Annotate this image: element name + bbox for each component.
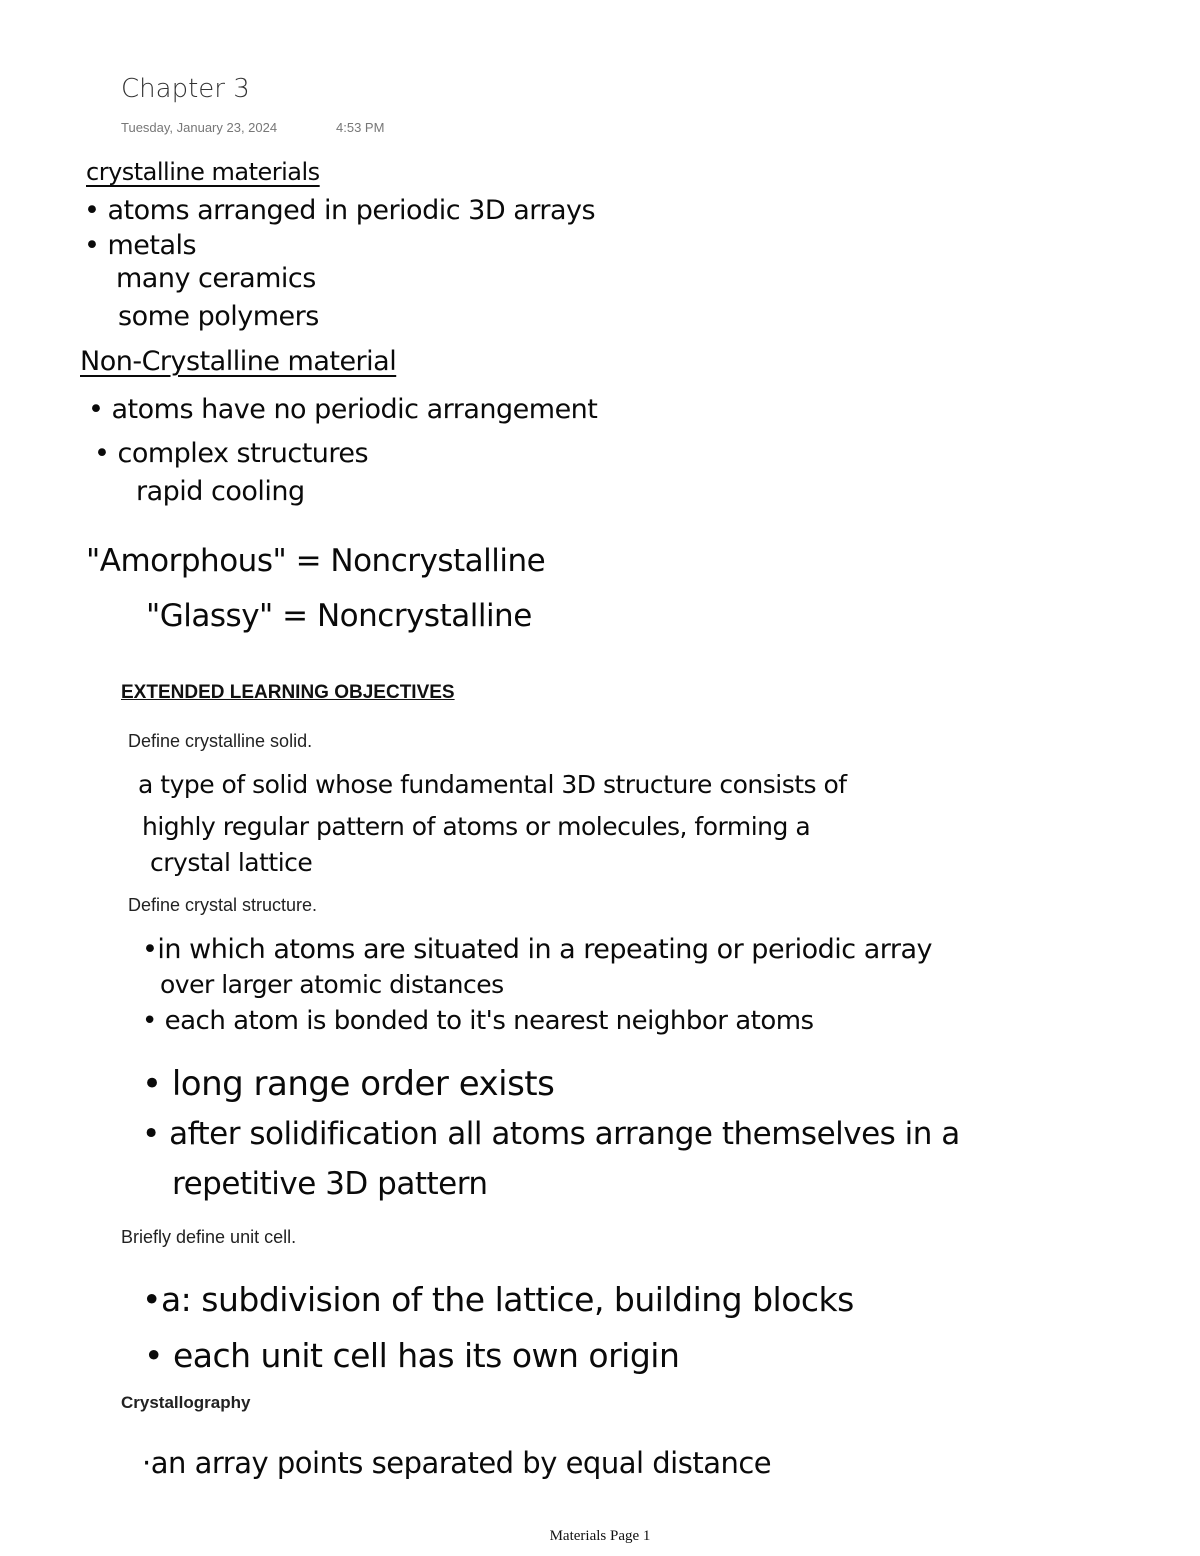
page-date: Tuesday, January 23, 2024 — [121, 120, 278, 135]
handwritten-answer-line: a type of solid whose fundamental 3D structure consists of — [138, 770, 847, 799]
handwritten-line: many ceramics — [116, 263, 316, 294]
handwritten-line: some polymers — [118, 301, 319, 332]
handwritten-answer-line: •a: subdivision of the lattice, building blocks — [142, 1280, 854, 1319]
handwritten-amorphous: "Amorphous" = Noncrystalline — [86, 543, 546, 579]
page-time: 4:53 PM — [336, 120, 385, 135]
question-crystalline-solid: Define crystalline solid. — [128, 731, 313, 751]
handwritten-answer-line: • each atom is bonded to it's nearest neighbor atoms — [142, 1006, 814, 1036]
objectives-heading: EXTENDED LEARNING OBJECTIVES — [121, 682, 455, 703]
handwritten-line: rapid cooling — [136, 476, 305, 507]
handwritten-answer-line: ·an array points separated by equal distance — [142, 1446, 772, 1480]
handwritten-line: • complex structures — [94, 438, 369, 469]
handwritten-line: • atoms arranged in periodic 3D arrays — [84, 195, 596, 226]
handwritten-answer-line: • after solidification all atoms arrange themselves in a — [142, 1116, 960, 1152]
handwritten-heading-noncrystalline: Non-Crystalline material — [80, 346, 397, 377]
handwritten-answer-line: •in which atoms are situated in a repeating or periodic array — [142, 934, 933, 965]
handwritten-answer-line: • each unit cell has its own origin — [144, 1336, 680, 1375]
handwritten-answer-line: over larger atomic distances — [160, 970, 504, 999]
handwritten-line: • atoms have no periodic arrangement — [88, 394, 598, 425]
handwritten-glassy: "Glassy" = Noncrystalline — [146, 598, 532, 634]
handwritten-line: • metals — [84, 230, 197, 261]
handwritten-answer-line: • long range order exists — [142, 1064, 555, 1104]
question-crystal-structure: Define crystal structure. — [128, 895, 318, 915]
handwritten-answer-line: highly regular pattern of atoms or molecules, forming a — [142, 812, 811, 841]
page-footer: Materials Page 1 — [549, 1528, 651, 1544]
question-unit-cell: Briefly define unit cell. — [121, 1227, 297, 1247]
crystallography-heading: Crystallography — [121, 1393, 251, 1412]
handwritten-answer-line: repetitive 3D pattern — [172, 1166, 488, 1202]
handwritten-heading-crystalline: crystalline materials — [86, 158, 320, 186]
page-title: Chapter 3 — [121, 74, 250, 104]
handwritten-answer-line: crystal lattice — [150, 848, 313, 877]
